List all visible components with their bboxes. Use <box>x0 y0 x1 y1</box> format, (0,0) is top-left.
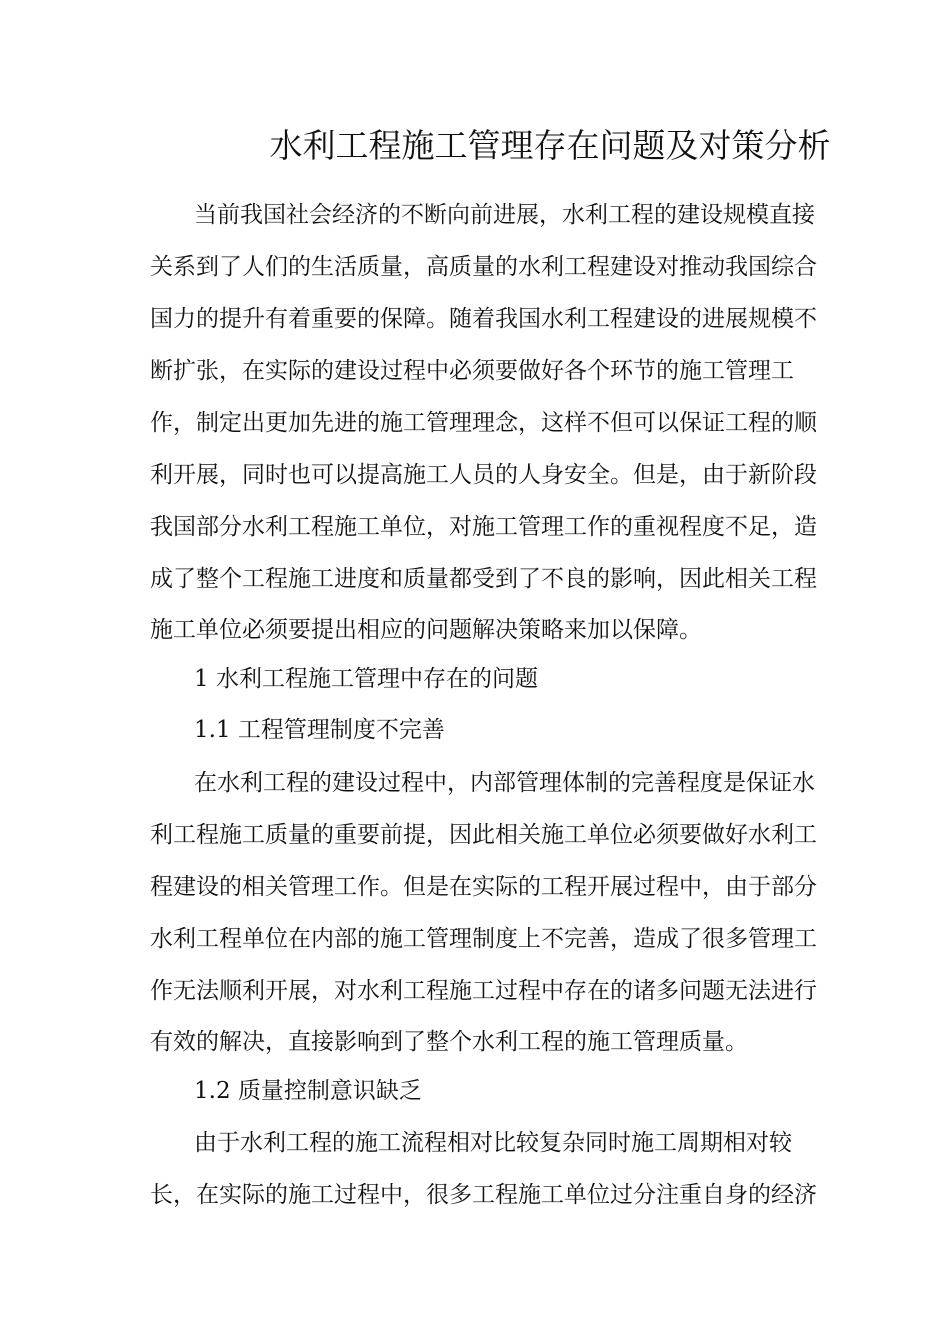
paragraph-line: 作，制定出更加先进的施工管理理念，这样不但可以保证工程的顺 <box>150 410 817 436</box>
paragraph-line: 断扩张，在实际的建设过程中必须要做好各个环节的施工管理工 <box>150 358 794 384</box>
paragraph-line: 利开展，同时也可以提高施工人员的人身安全。但是，由于新阶段 <box>150 462 817 488</box>
subsection-heading: 1.2 质量控制意识缺乏 <box>194 1078 422 1104</box>
paragraph-line: 程建设的相关管理工作。但是在实际的工程开展过程中，由于部分 <box>150 874 817 900</box>
paragraph-line: 水利工程单位在内部的施工管理制度上不完善，造成了很多管理工 <box>150 926 817 952</box>
paragraph-line: 关系到了人们的生活质量，高质量的水利工程建设对推动我国综合 <box>150 254 817 280</box>
paragraph-line: 长，在实际的施工过程中，很多工程施工单位过分注重自身的经济 <box>150 1182 817 1208</box>
paragraph-line: 国力的提升有着重要的保障。随着我国水利工程建设的进展规模不 <box>150 306 817 332</box>
section-heading: 1 水利工程施工管理中存在的问题 <box>194 666 538 692</box>
paragraph-line: 当前我国社会经济的不断向前进展，水利工程的建设规模直接 <box>194 202 815 228</box>
document-title: 水利工程施工管理存在问题及对策分析 <box>269 126 831 165</box>
paragraph-line: 在水利工程的建设过程中，内部管理体制的完善程度是保证水 <box>194 770 815 796</box>
paragraph-line: 由于水利工程的施工流程相对比较复杂同时施工周期相对较 <box>194 1130 792 1156</box>
paragraph-line: 作无法顺利开展，对水利工程施工过程中存在的诸多问题无法进行 <box>150 978 817 1004</box>
paragraph-line: 施工单位必须要提出相应的问题解决策略来加以保障。 <box>150 617 702 643</box>
paragraph-line: 利工程施工质量的重要前提，因此相关施工单位必须要做好水利工 <box>150 822 817 848</box>
paragraph-line: 有效的解决，直接影响到了整个水利工程的施工管理质量。 <box>150 1029 748 1055</box>
paragraph-line: 成了整个工程施工进度和质量都受到了不良的影响，因此相关工程 <box>150 566 817 592</box>
paragraph-line: 我国部分水利工程施工单位，对施工管理工作的重视程度不足，造 <box>150 514 817 540</box>
subsection-heading: 1.1 工程管理制度不完善 <box>194 717 445 743</box>
